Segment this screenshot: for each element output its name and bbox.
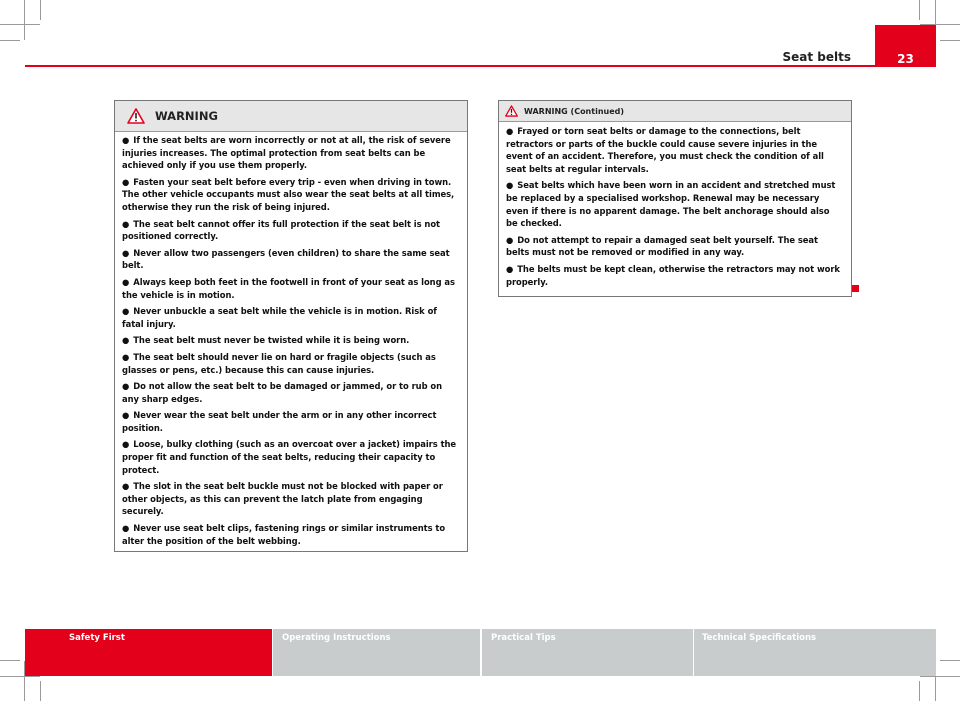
bullet-icon: ● xyxy=(122,410,130,421)
warning-item-text: Never wear the seat belt under the arm or in any other incorrect position. xyxy=(122,410,437,433)
bullet-icon: ● xyxy=(122,135,130,145)
warning-continued-title: WARNING (Continued) xyxy=(524,106,625,116)
warning-item-text: Seat belts which have been worn in an accident and stretched must be replaced by a specialised workshop. Renewal may be necessary even if there is no apparent damage. The belt anchorage should also be checked. xyxy=(506,180,836,229)
bullet-icon: ● xyxy=(122,335,130,346)
warning-item xyxy=(122,522,458,547)
crop-mark xyxy=(0,676,40,677)
page-title: Seat belts xyxy=(782,50,851,64)
warning-header xyxy=(115,101,467,132)
warning-item xyxy=(122,409,458,434)
warning-item-text: If the seat belts are worn incorrectly or not at all, the risk of severe injuries increases. The optimal protection from seat belts can be achieved only if you use them properly. xyxy=(122,135,451,171)
crop-mark xyxy=(40,0,41,20)
warning-item xyxy=(506,125,842,175)
page-number: 23 xyxy=(875,25,936,66)
header-rule xyxy=(25,65,936,67)
warning-item-text: Never unbuckle a seat belt while the vehicle is in motion. Risk of fatal injury. xyxy=(122,306,437,329)
warning-item xyxy=(122,134,458,172)
warning-item-text: Loose, bulky clothing (such as an overcoat over a jacket) impairs the proper fit and function of the seat belts, reducing their capacity to protect. xyxy=(122,439,457,475)
bullet-icon: ● xyxy=(122,218,130,229)
bullet-icon: ● xyxy=(122,247,130,258)
warning-item-text: Fasten your seat belt before every trip - even when driving in town. The other vehicle occupants must also wear the seat belts at all times, otherwise they run the risk of being injured. xyxy=(122,176,455,212)
warning-item xyxy=(506,234,842,259)
warning-triangle-icon xyxy=(127,108,145,124)
crop-mark xyxy=(940,660,960,661)
warning-item xyxy=(122,351,458,376)
warning-box xyxy=(114,100,468,552)
warning-item xyxy=(122,218,458,243)
bullet-icon: ● xyxy=(122,523,130,534)
warning-item-text: The seat belt cannot offer its full protection if the seat belt is not positioned correctly. xyxy=(122,218,440,242)
warning-item-text: The seat belt must never be twisted while it is being worn. xyxy=(133,335,410,346)
warning-continued-box xyxy=(498,100,852,297)
warning-title: WARNING xyxy=(155,109,218,123)
crop-mark xyxy=(919,681,920,701)
bullet-icon: ● xyxy=(122,351,130,362)
warning-item xyxy=(122,334,458,347)
crop-mark xyxy=(40,681,41,701)
footer-tab-technical-specifications[interactable]: Technical Specifications xyxy=(694,629,936,676)
bullet-icon: ● xyxy=(122,306,130,317)
footer-tab-safety-first[interactable]: Safety First xyxy=(25,629,272,676)
warning-item xyxy=(122,480,458,518)
warning-item-text: Never use seat belt clips, fastening rings or similar instruments to alter the position of the belt webbing. xyxy=(122,523,446,546)
bullet-icon: ● xyxy=(122,276,130,287)
bullet-icon: ● xyxy=(122,481,130,492)
warning-item xyxy=(122,438,458,476)
warning-item-text: The seat belt should never lie on hard or fragile objects (such as glasses or pens, etc.) because this can cause injuries. xyxy=(122,351,436,375)
bullet-icon: ● xyxy=(122,381,130,392)
warning-triangle-icon xyxy=(505,105,518,117)
warning-item xyxy=(122,276,458,301)
crop-mark xyxy=(0,24,40,25)
warning-item-text: Never allow two passengers (even children) to share the same seat belt. xyxy=(122,247,450,271)
section-end-marker xyxy=(852,285,859,292)
warning-continued-list xyxy=(499,122,851,288)
warning-item xyxy=(122,247,458,272)
crop-mark xyxy=(0,40,20,41)
bullet-icon: ● xyxy=(122,439,130,450)
warning-item-text: The slot in the seat belt buckle must not be blocked with paper or other objects, as this can prevent the latch plate from engaging securely. xyxy=(122,481,443,517)
crop-mark xyxy=(940,40,960,41)
warning-item-text: Do not attempt to repair a damaged seat belt yourself. The seat belts must not be removed or modified in any way. xyxy=(506,234,818,258)
crop-mark xyxy=(919,0,920,20)
crop-mark xyxy=(0,660,20,661)
warning-item-text: Do not allow the seat belt to be damaged or jammed, or to rub on any sharp edges. xyxy=(122,381,442,404)
crop-mark xyxy=(920,676,960,677)
warning-item xyxy=(122,305,458,330)
warning-item xyxy=(506,263,842,288)
warning-list xyxy=(115,132,467,547)
warning-item-text: Frayed or torn seat belts or damage to the connections, belt retractors or parts of the buckle could cause severe injuries in the event of an accident. Therefore, you must check the condition of all seat belts at regular intervals. xyxy=(506,126,824,174)
warning-item xyxy=(122,380,458,405)
bullet-icon: ● xyxy=(506,263,514,274)
warning-item-text: Always keep both feet in the footwell in front of your seat as long as the vehicle is in motion. xyxy=(122,276,455,300)
crop-mark xyxy=(24,0,25,40)
bullet-icon: ● xyxy=(506,234,514,245)
warning-continued-header xyxy=(499,101,851,122)
footer-tab-operating-instructions[interactable]: Operating Instructions xyxy=(273,629,480,676)
warning-item xyxy=(122,176,458,214)
warning-item xyxy=(506,179,842,229)
bullet-icon: ● xyxy=(122,176,130,187)
warning-item-text: The belts must be kept clean, otherwise the retractors may not work properly. xyxy=(506,263,840,287)
bullet-icon: ● xyxy=(506,126,514,136)
footer-tab-practical-tips[interactable]: Practical Tips xyxy=(482,629,693,676)
bullet-icon: ● xyxy=(506,180,514,191)
